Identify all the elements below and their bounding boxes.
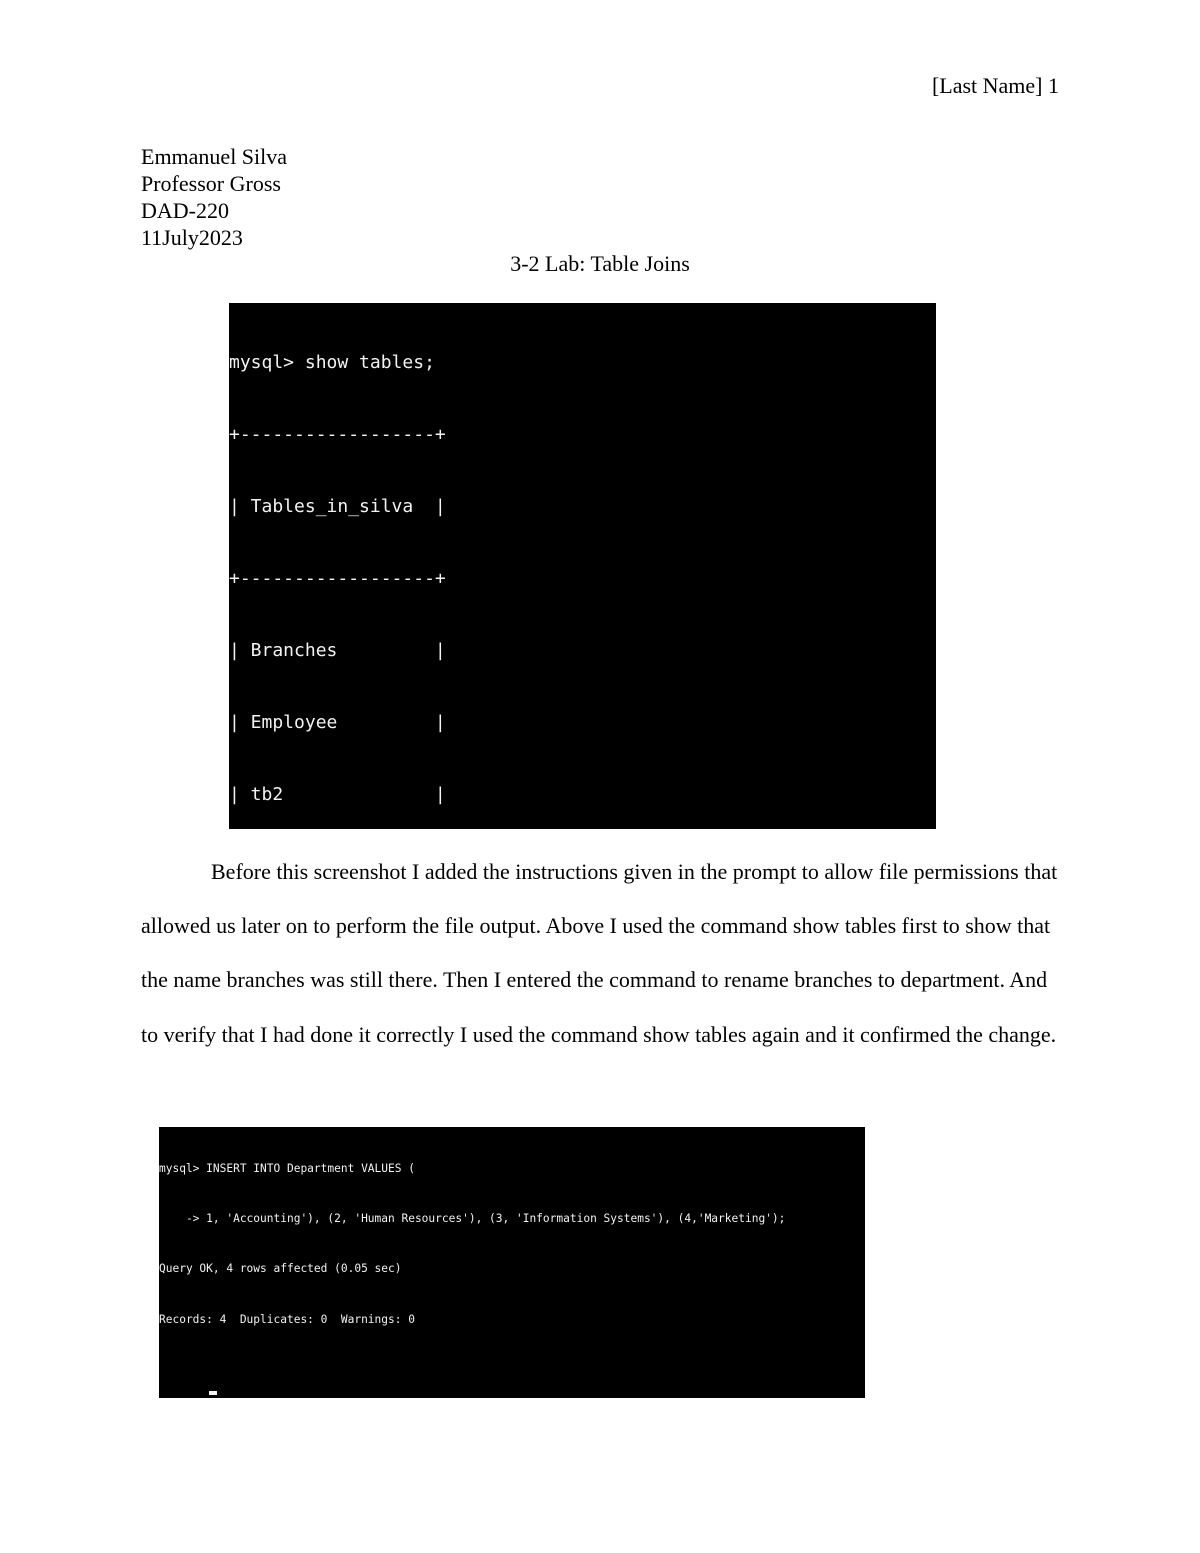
terminal-cursor: [209, 1391, 217, 1395]
terminal-line: Records: 4 Duplicates: 0 Warnings: 0: [159, 1312, 415, 1326]
terminal-line: | Tables_in_silva |: [229, 496, 446, 517]
terminal-line: [159, 1362, 865, 1379]
terminal-line: mysql> show tables;: [229, 352, 435, 373]
running-head: [Last Name] 1: [931, 73, 1059, 98]
author-heading: [141, 143, 287, 251]
terminal-screenshot-show-tables: [229, 303, 936, 829]
body-paragraph-block: [141, 845, 1061, 1062]
terminal-line: +------------------+: [229, 568, 446, 589]
document-title: 3-2 Lab: Table Joins: [510, 251, 690, 276]
terminal-line: mysql> INSERT INTO Department VALUES (: [159, 1161, 415, 1175]
terminal-line: Query OK, 4 rows affected (0.05 sec): [159, 1262, 402, 1276]
student-name: Emmanuel Silva: [141, 144, 288, 169]
terminal-line: +------------------+: [229, 424, 446, 445]
terminal-line: | Employee |: [229, 712, 446, 733]
date: 11July2023: [141, 225, 243, 250]
terminal-line: -> 1, 'Accounting'), (2, 'Human Resources'), (3, 'Information Systems'), (4,'Marketing');: [159, 1211, 786, 1225]
body-paragraph: Before this screenshot I added the instructions given in the prompt to allow file permissions that allowed us later on to perform the file output. Above I used the command show tables first to show that the name branches was still there. Then I entered the command to rename branches to department. And to verify that I had done it correctly I used the command show tables again and it confirmed the change.: [141, 859, 1058, 1047]
terminal-line: | tb2 |: [229, 784, 446, 805]
professor-name: Professor Gross: [141, 171, 281, 196]
terminal-line: | Branches |: [229, 640, 446, 661]
course-code: DAD-220: [141, 198, 229, 223]
terminal-screenshot-insert-select: [159, 1127, 865, 1398]
